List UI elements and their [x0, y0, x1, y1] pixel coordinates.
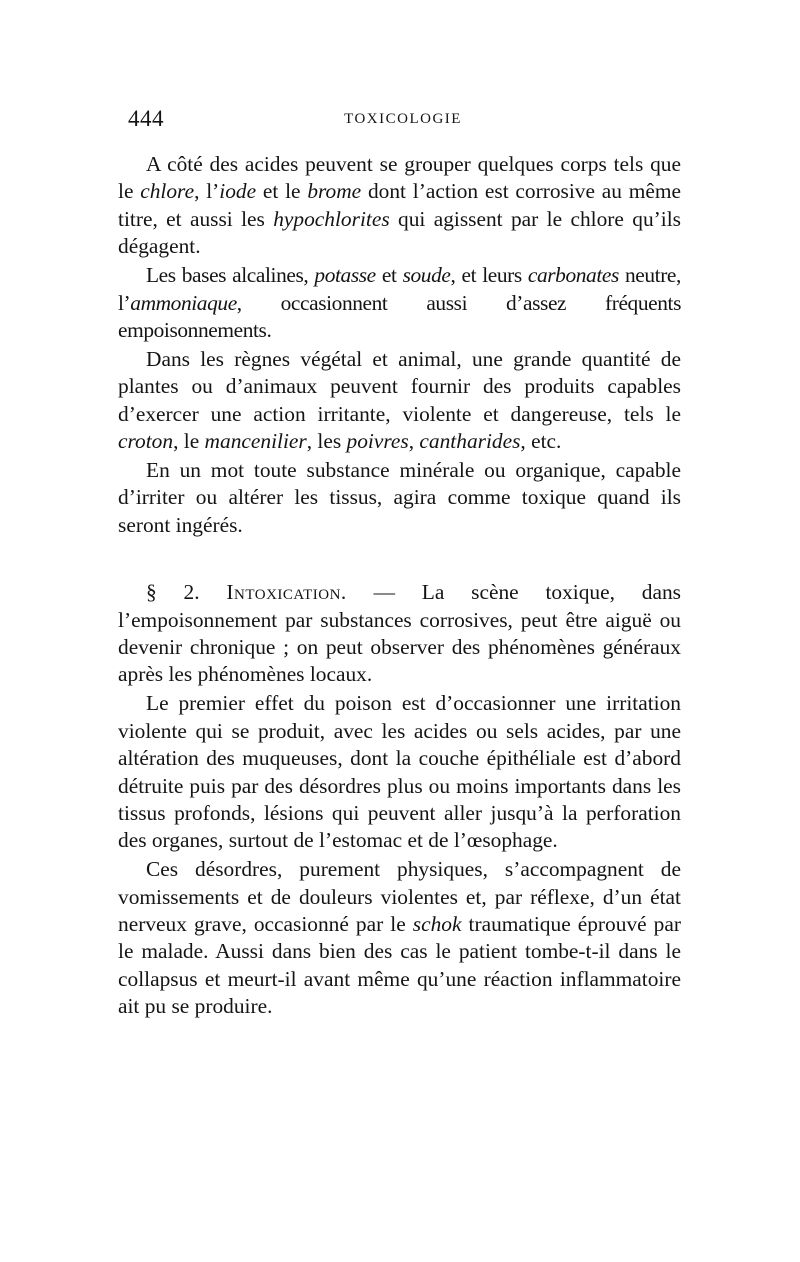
italic-term: poivres [346, 429, 409, 454]
page-header [128, 106, 678, 136]
italic-term: iode [219, 179, 257, 204]
text-run: neutre, l’ [118, 263, 681, 315]
text-run: Ces désordres, purement physiques, s’accompagnent de vomissements et de douleurs violentes et, par réflexe, d’un état nerveux grave, occasionné par le [118, 857, 681, 937]
page-number: 444 [128, 106, 164, 131]
paragraph-6 [118, 690, 681, 854]
italic-term: potasse [314, 263, 376, 288]
text-run: , [408, 429, 420, 454]
italic-term: croton [118, 429, 174, 454]
text-run: Les bases alcalines, [146, 263, 315, 288]
paragraph-5 [118, 579, 681, 689]
paragraph-1 [118, 151, 681, 261]
italic-term: ammoniaque [130, 290, 237, 315]
paragraph-3 [118, 346, 681, 456]
text-run: et le [256, 179, 308, 204]
section-mark: § 2. [146, 580, 200, 605]
text-run: En un mot toute substance minérale ou organique, capable d’irriter ou altérer les tissus, agira comme toxique quand ils seront ingérés. [118, 457, 681, 537]
text-run: Dans les règnes végétal et animal, une grande quantité de plantes ou d’animaux peuvent fournir des produits capables d’exercer une action irritante, violente et dangereuse, tels le [118, 346, 681, 426]
italic-term: chlore [140, 179, 195, 204]
text-run: A côté des acides peuvent se grouper quelques corps tels que le [118, 152, 681, 204]
italic-term: hypochlorites [273, 206, 390, 231]
text-run: , occasionnent aussi d’assez fréquents empoisonnements. [118, 290, 681, 342]
paragraph-4 [118, 457, 681, 539]
italic-term: soude [402, 263, 451, 288]
text-run: traumatique éprouvé par le malade. Aussi dans bien des cas le patient tombe-t-il dans le collapsus et meurt-il avant même qu’une réaction inflammatoire ait pu se produire. [118, 912, 681, 1019]
italic-term: mancenilier [204, 429, 307, 454]
body-text [118, 151, 681, 1022]
paragraph-2 [118, 262, 681, 344]
italic-term: carbonates [527, 263, 619, 288]
section-title: Intoxication. [226, 580, 347, 605]
text-run: , l’ [194, 179, 220, 204]
text-run: , et leurs [450, 263, 528, 288]
text-run: — La scène toxique, dans l’empoisonnement par substances corrosives, peut être aiguë ou devenir chronique ; on peut observer des phénomènes généraux après les phénomènes locaux. [118, 580, 681, 687]
italic-term: schok [412, 912, 462, 937]
text-run: Le premier effet du poison est d’occasionner une irritation violente qui se produit, avec les acides ou sels acides, par une altération des muqueuses, dont la couche épithéliale est d’abord détruite puis par des désordres plus ou moins importants dans les tissus profonds, lésions qui peuvent aller jusqu’à la perforation des organes, surtout de l’estomac et de l’œsophage. [118, 691, 681, 853]
running-title: TOXICOLOGIE [344, 111, 462, 127]
text-run: , les [306, 429, 347, 454]
text-run: qui agissent par le chlore qu’ils dégagent. [118, 206, 681, 259]
text-run: et [375, 263, 403, 288]
text-run: dont l’action est corrosive au même titre, et aussi les [118, 179, 681, 231]
text-run: , etc. [520, 429, 562, 454]
italic-term: brome [307, 179, 362, 204]
paragraph-7 [118, 856, 681, 1020]
text-run: , le [173, 429, 205, 454]
italic-term: cantharides [419, 429, 521, 454]
